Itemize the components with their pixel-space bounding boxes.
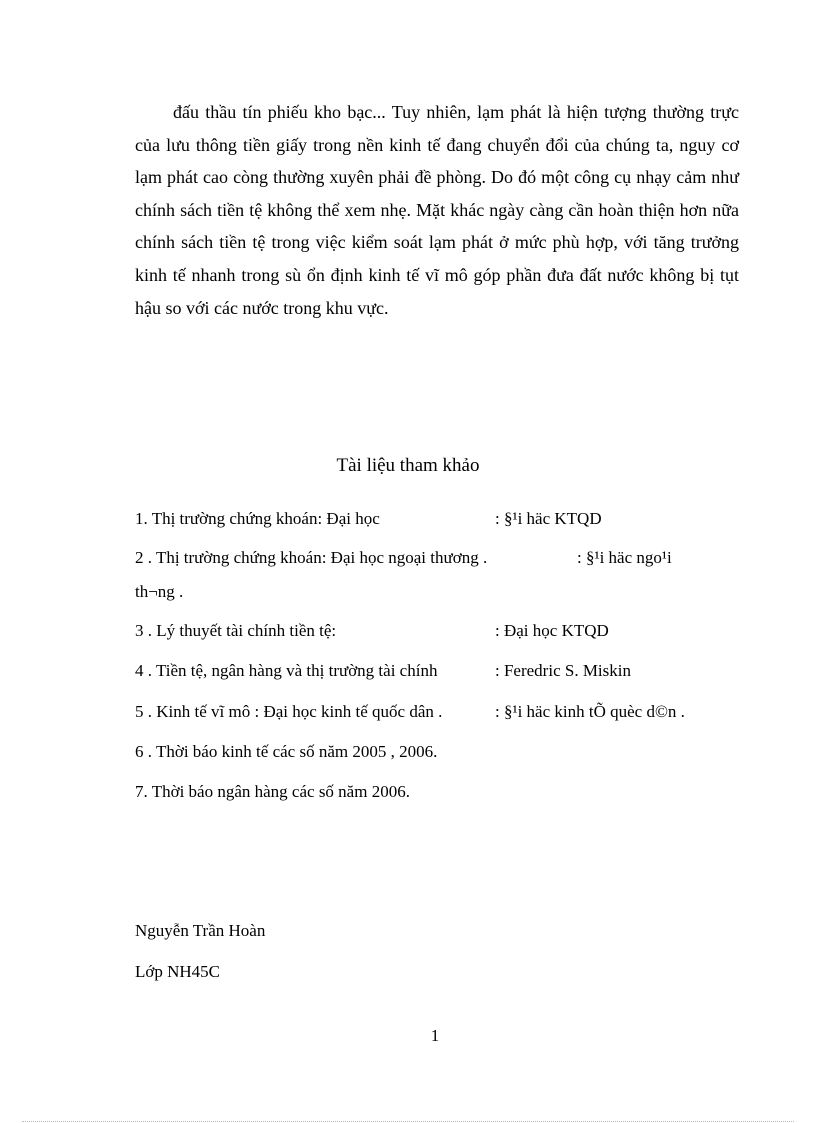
reference-item-5 [135, 700, 685, 724]
reference-source: : §¹i häc ngo¹i [577, 548, 672, 567]
reference-source: : Đại học KTQD [495, 621, 609, 640]
reference-item-6 [135, 740, 437, 764]
page-number: 1 [430, 1026, 440, 1045]
reference-title: 2 . Thị trường chứng khoán: Đại học ngoại thương . [135, 548, 488, 567]
reference-source: : §¹i häc kinh tÕ quèc d©n . [495, 702, 685, 721]
reference-source: : Feredric S. Miskin [495, 661, 631, 680]
reference-source: : §¹i häc KTQD [495, 509, 602, 528]
references-heading: Tài liệu tham khảo [336, 455, 480, 476]
reference-title: 5 . Kinh tế vĩ mô : Đại học kinh tế quốc dân . [135, 702, 443, 721]
reference-title: 4 . Tiền tệ, ngân hàng và thị trường tài chính [135, 661, 438, 680]
reference-item-2-continuation [135, 580, 183, 604]
reference-title: 3 . Lý thuyết tài chính tiền tệ: [135, 621, 337, 640]
author-class: Lớp NH45C [135, 962, 221, 981]
author-name: Nguyễn Trần Hoàn [135, 921, 266, 940]
reference-item-2 [135, 546, 672, 570]
body-paragraph: đấu thầu tín phiếu kho bạc... Tuy nhiên, lạm phát là hiện tượng thường trực của lưu thông tiền giấy trong nền kinh tế đang chuyển đổi của chúng ta, nguy cơ lạm phát cao còng thường xuyên phải đề phòng. Do đó một công cụ nhạy cảm như chính sách tiền tệ không thể xem nhẹ. Mặt khác ngày càng cần hoàn thiện hơn nữa chính sách tiền tệ trong việc kiểm soát lạm phát ở mức phù hợp, với tăng trưởng kinh tế nhanh trong sù ổn định kinh tế vĩ mô góp phần đưa đất nước không bị tụt hậu so với các nước trong khu vực. [135, 102, 739, 318]
reference-item-3 [135, 619, 609, 643]
reference-item-7 [135, 780, 410, 804]
reference-continuation: th¬ng . [135, 582, 184, 601]
reference-title: 1. Thị trường chứng khoán: Đại học [135, 509, 380, 528]
reference-item-1 [135, 507, 602, 531]
reference-title: 6 . Thời báo kinh tế các số năm 2005 , 2006. [135, 742, 438, 761]
reference-item-4 [135, 659, 631, 683]
reference-title: 7. Thời báo ngân hàng các số năm 2006. [135, 782, 410, 801]
page-bottom-divider [22, 1121, 794, 1122]
